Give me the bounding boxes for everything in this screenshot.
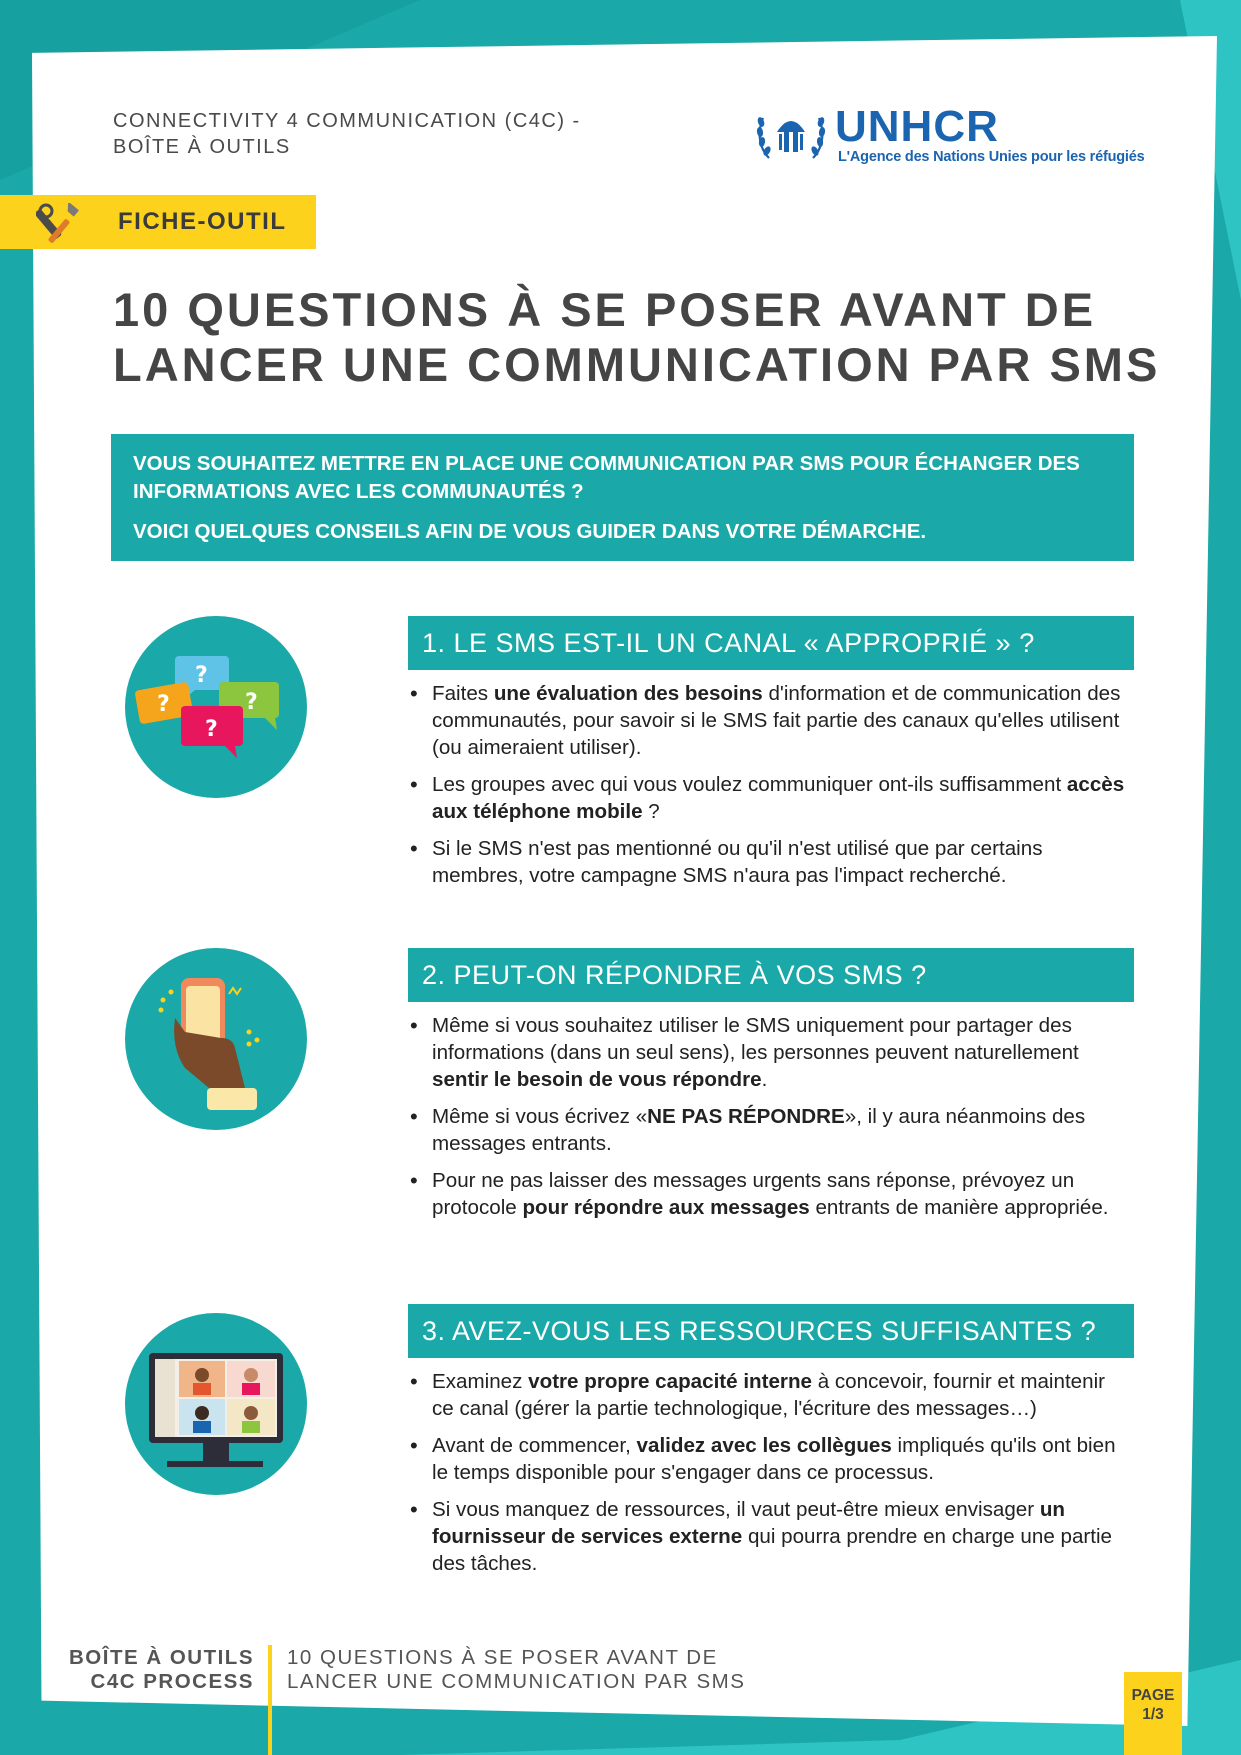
bullet-text: entrants de manière appropriée. (809, 1196, 1109, 1219)
svg-text:?: ? (195, 663, 208, 688)
section-3 (408, 1304, 1134, 1587)
logo-tagline: L'Agence des Nations Unies pour les réfugiés (838, 149, 1145, 165)
svg-text:?: ? (157, 692, 170, 717)
unhcr-emblem-icon (755, 102, 827, 164)
tag-label: FICHE-OUTIL (118, 208, 287, 235)
list-item (432, 835, 1132, 889)
section-2 (408, 948, 1134, 1231)
bullet-text: Si vous manquez de ressources, il vaut peut-être mieux envisager (432, 1498, 1040, 1521)
bullet-emphasis: NE PAS RÉPONDRE (647, 1105, 845, 1128)
unhcr-logo (755, 102, 1145, 172)
intro-text-1: VOUS SOUHAITEZ METTRE EN PLACE UNE COMMUNICATION PAR SMS POUR ÉCHANGER DES INFORMATIONS AVEC LES COMMUNAUTÉS ? (133, 452, 1080, 503)
logo-wordmark: UNHCR (835, 102, 999, 151)
bullet-text: ? (642, 800, 660, 823)
bullet-text: Même si vous souhaitez utiliser le SMS uniquement pour partager des informations (dans un seul sens), les personnes peuvent naturellement (432, 1014, 1079, 1064)
section-3-heading: 3. AVEZ-VOUS LES RESSOURCES SUFFISANTES ? (408, 1304, 1134, 1358)
svg-text:?: ? (205, 717, 218, 742)
intro-text-2: VOICI QUELQUES CONSEILS AFIN DE VOUS GUIDER DANS VOTRE DÉMARCHE. (133, 520, 927, 543)
section-1 (408, 616, 1134, 899)
list-item (432, 1368, 1132, 1422)
page-number-badge (1124, 1672, 1182, 1755)
bullet-text: Pour ne pas laisser des messages urgents sans réponse, prévoyez un protocole (432, 1169, 1075, 1219)
footer-left (60, 1646, 254, 1694)
list-item (432, 1012, 1132, 1093)
list-item (432, 1432, 1132, 1486)
fiche-outil-tag (0, 195, 316, 249)
hand-phone-icon (125, 948, 307, 1130)
bullet-text: Si le SMS n'est pas mentionné ou qu'il n'est utilisé que par certains membres, votre campagne SMS n'aura pas l'impact recherché. (432, 837, 1043, 887)
page-label: PAGE (1131, 1687, 1175, 1704)
title-line-1: 10 QUESTIONS À SE POSER AVANT DE (113, 283, 1097, 336)
video-call-monitor-icon (125, 1313, 307, 1495)
bullet-text: », il y aura néanmoins des messages entrants. (432, 1105, 1086, 1155)
bullet-text: Même si vous écrivez « (432, 1105, 648, 1128)
section-3-illustration (125, 1313, 307, 1495)
bullet-text: qui pourra prendre en charge une partie des tâches. (432, 1525, 1113, 1575)
footer-left-line-1: BOÎTE À OUTILS (69, 1646, 254, 1669)
section-1-bullets (408, 680, 1134, 889)
page-number: 1/3 (1142, 1706, 1164, 1723)
bullet-text: impliqués qu'ils ont bien le temps disponible pour s'engager dans ce processus. (432, 1434, 1116, 1484)
section-3-bullets (408, 1368, 1134, 1577)
list-item (432, 1496, 1132, 1577)
footer-right (287, 1646, 745, 1694)
bullet-emphasis: une évaluation des besoins (493, 682, 763, 705)
list-item (432, 1167, 1132, 1221)
list-item (432, 771, 1132, 825)
section-1-illustration (125, 616, 307, 798)
svg-text:?: ? (245, 690, 258, 715)
section-1-heading: 1. LE SMS EST-IL UN CANAL « APPROPRIÉ » ? (408, 616, 1134, 670)
bullet-emphasis: pour répondre aux messages (522, 1196, 810, 1219)
bullet-emphasis: validez avec les collègues (636, 1434, 892, 1457)
bullet-emphasis: sentir le besoin de vous répondre (432, 1068, 762, 1091)
speech-bubbles-icon (125, 616, 307, 798)
list-item (432, 1103, 1132, 1157)
bullet-text: Examinez (432, 1370, 529, 1393)
bullet-emphasis: un fournisseur de services externe (432, 1498, 1065, 1548)
bullet-text: à concevoir, fournir et maintenir ce canal (gérer la partie technologique, l'écriture des messages…) (432, 1370, 1106, 1420)
header-line-1: CONNECTIVITY 4 COMMUNICATION (C4C) - (113, 110, 581, 132)
bullet-text: . (761, 1068, 768, 1091)
intro-box (111, 434, 1134, 561)
doc-header (113, 108, 581, 160)
footer-left-line-2: C4C PROCESS (90, 1670, 254, 1693)
bullet-text: Les groupes avec qui vous voulez communiquer ont-ils suffisamment (432, 773, 1067, 796)
section-2-heading: 2. PEUT-ON RÉPONDRE À VOS SMS ? (408, 948, 1134, 1002)
header-line-2: BOÎTE À OUTILS (113, 136, 291, 158)
bullet-text: Faites (432, 682, 494, 705)
title-line-2: LANCER UNE COMMUNICATION PAR SMS (113, 338, 1161, 391)
bullet-text: d'information et de communication des communautés, pour savoir si le SMS fait partie des canaux qu'elles utilisent (ou aimeraient utiliser). (432, 682, 1121, 759)
footer-right-line-1: 10 QUESTIONS À SE POSER AVANT DE (287, 1646, 718, 1669)
bullet-text: Avant de commencer, (432, 1434, 637, 1457)
bullet-emphasis: votre propre capacité interne (528, 1370, 812, 1393)
tools-icon (36, 203, 82, 243)
footer-right-line-2: LANCER UNE COMMUNICATION PAR SMS (287, 1670, 746, 1693)
page-title (113, 282, 1173, 392)
list-item (432, 680, 1132, 761)
section-2-bullets (408, 1012, 1134, 1221)
section-2-illustration (125, 948, 307, 1130)
bullet-emphasis: accès aux téléphone mobile (432, 773, 1125, 823)
footer-divider (268, 1645, 272, 1755)
